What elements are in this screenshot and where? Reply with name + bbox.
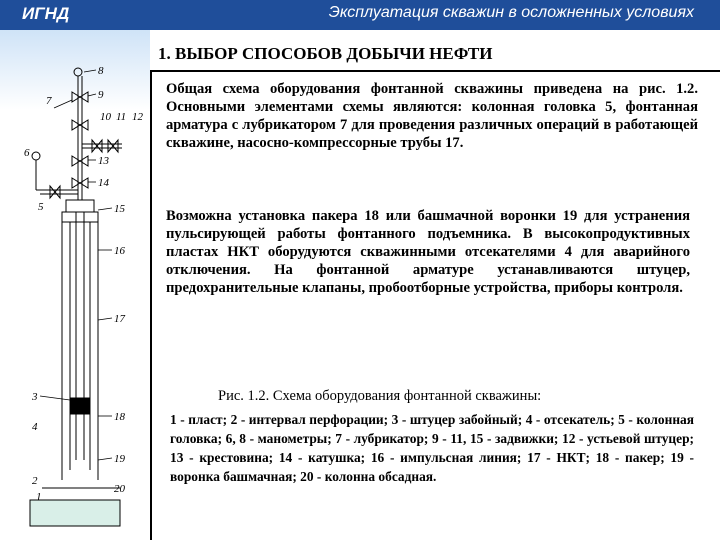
org-label: ИГНД [22,4,70,23]
label-11: 11 [116,111,127,123]
label-20: 20 [114,483,125,495]
label-6: 6 [24,147,30,159]
vertical-divider [150,70,152,540]
label-2: 2 [32,475,38,487]
label-7: 7 [46,95,52,107]
label-8: 8 [98,65,104,77]
valve-13 [72,156,88,166]
well-diagram [0,60,150,540]
label-14: 14 [98,177,109,189]
manometer-top [74,68,82,76]
label-3: 3 [32,391,38,403]
label-12: 12 [132,111,143,123]
title-divider [150,70,720,72]
slide-title: 1. ВЫБОР СПОСОБОВ ДОБЫЧИ НЕФТИ [158,44,493,63]
label-15: 15 [114,203,125,215]
label-19: 19 [114,453,125,465]
label-9: 9 [98,89,104,101]
label-10: 10 [100,111,111,123]
valve-9 [72,92,88,102]
course-title: Эксплуатация скважин в осложненных условиях [328,4,694,21]
label-4: 4 [32,421,38,433]
paragraph-1: Общая схема оборудования фонтанной скважины приведена на рис. 1.2. Основными элементами схемы являются: колонная головка 5, фонтанная арматура с лубрикатором 7 для проведения различных операций в работающей скважине, насосно-компрессорные трубы 17. [166,81,698,151]
valve-10 [72,120,88,130]
label-18: 18 [114,411,125,423]
header-bar [0,0,720,30]
figure-legend: 1 - пласт; 2 - интервал перфорации; 3 - штуцер забойный; 4 - отсекатель; 5 - колонная головка; 6, 8 - манометры; 7 - лубрикатор; 9 - 11, 15 - задвижки; 12 - устьевой штуцер; 13 - крестовина; 14 - катушка; 16 - импульсная линия; 17 - НКТ; 18 - пакер; 19 - воронка башмачная; 20 - колонна обсадная. [170,412,694,484]
paragraph-2: Возможна установка пакера 18 или башмачной воронки 19 для устранения пульсирующей работы фонтанного подъемника. В высокопродуктивных пластах НКТ оборудуются скважинными отсекателями 4 для аварийного отключения. На фонтанной арматуре устанавливаются штуцер, предохранительные клапаны, пробоотборные устройства, приборы контроля. [166,208,690,296]
label-5: 5 [38,201,44,213]
figure-caption: Рис. 1.2. Схема оборудования фонтанной скважины: [218,388,542,404]
label-16: 16 [114,245,125,257]
label-13: 13 [98,155,109,167]
label-17: 17 [114,313,125,325]
label-1: 1 [36,491,42,503]
valve-14 [72,178,88,188]
